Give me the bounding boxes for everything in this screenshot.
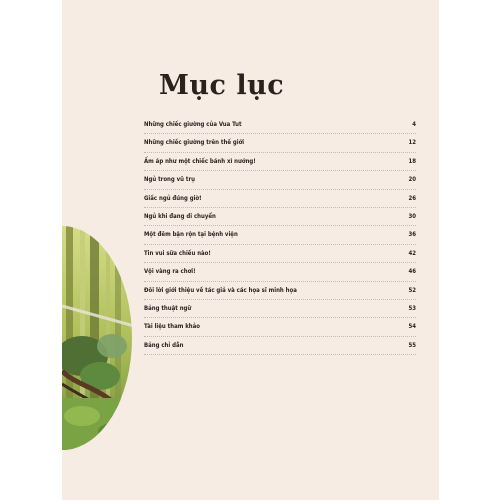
toc-row bbox=[144, 173, 416, 191]
toc-page-number: 42 bbox=[408, 249, 416, 257]
toc-entry-title: Những chiếc giường trên thế giới bbox=[144, 139, 245, 147]
toc-row bbox=[144, 118, 416, 136]
toc-page-number: 52 bbox=[408, 286, 416, 294]
toc-entry-title: Vội vàng ra chơi! bbox=[144, 268, 196, 276]
page-title: Mục lục bbox=[159, 70, 285, 101]
toc-entry-title: Giấc ngủ đúng giờ! bbox=[144, 194, 202, 202]
toc-row bbox=[144, 339, 416, 357]
toc-page-number: 12 bbox=[408, 139, 416, 147]
toc-page-number: 4 bbox=[412, 121, 416, 128]
book-page bbox=[62, 0, 439, 500]
toc-row bbox=[144, 155, 416, 173]
toc-row bbox=[144, 302, 416, 320]
forest-illustration bbox=[62, 226, 134, 450]
toc-page-number: 46 bbox=[408, 268, 416, 276]
toc-row bbox=[144, 320, 416, 338]
toc-page-number: 20 bbox=[408, 176, 416, 184]
toc-entry-title: Bảng chỉ dẫn bbox=[144, 341, 184, 349]
toc-page-number: 53 bbox=[408, 304, 416, 312]
toc-entry-title: Bảng thuật ngữ bbox=[144, 304, 192, 312]
toc-row bbox=[144, 265, 416, 283]
toc-entry-title: Đôi lời giới thiệu về tác giả và các họa sĩ minh họa bbox=[144, 286, 297, 294]
toc-row bbox=[144, 284, 416, 302]
toc-entry-title: Ngủ khi đang di chuyển bbox=[144, 212, 216, 220]
toc-entry-title: Những chiếc giường của Vua Tut bbox=[144, 121, 242, 128]
toc-entry-title: Ấm áp như một chiếc bánh xì nướng! bbox=[144, 157, 256, 165]
table-of-contents bbox=[144, 118, 416, 357]
toc-entry-title: Tài liệu tham khảo bbox=[144, 323, 201, 331]
toc-entry-title: Ngủ trong vũ trụ bbox=[144, 176, 195, 184]
toc-row bbox=[144, 228, 416, 246]
toc-row bbox=[144, 136, 416, 154]
toc-page-number: 30 bbox=[408, 212, 416, 220]
toc-page-number: 36 bbox=[408, 231, 416, 239]
toc-row bbox=[144, 210, 416, 228]
toc-page-number: 26 bbox=[408, 194, 416, 202]
toc-page-number: 55 bbox=[408, 341, 416, 349]
toc-entry-title: Một đêm bận rộn tại bệnh viện bbox=[144, 231, 238, 239]
toc-page-number: 54 bbox=[408, 323, 416, 331]
toc-row bbox=[144, 192, 416, 210]
toc-row bbox=[144, 247, 416, 265]
toc-entry-title: Tin vui sữa chiều nào! bbox=[144, 249, 211, 257]
toc-page-number: 18 bbox=[408, 157, 416, 165]
